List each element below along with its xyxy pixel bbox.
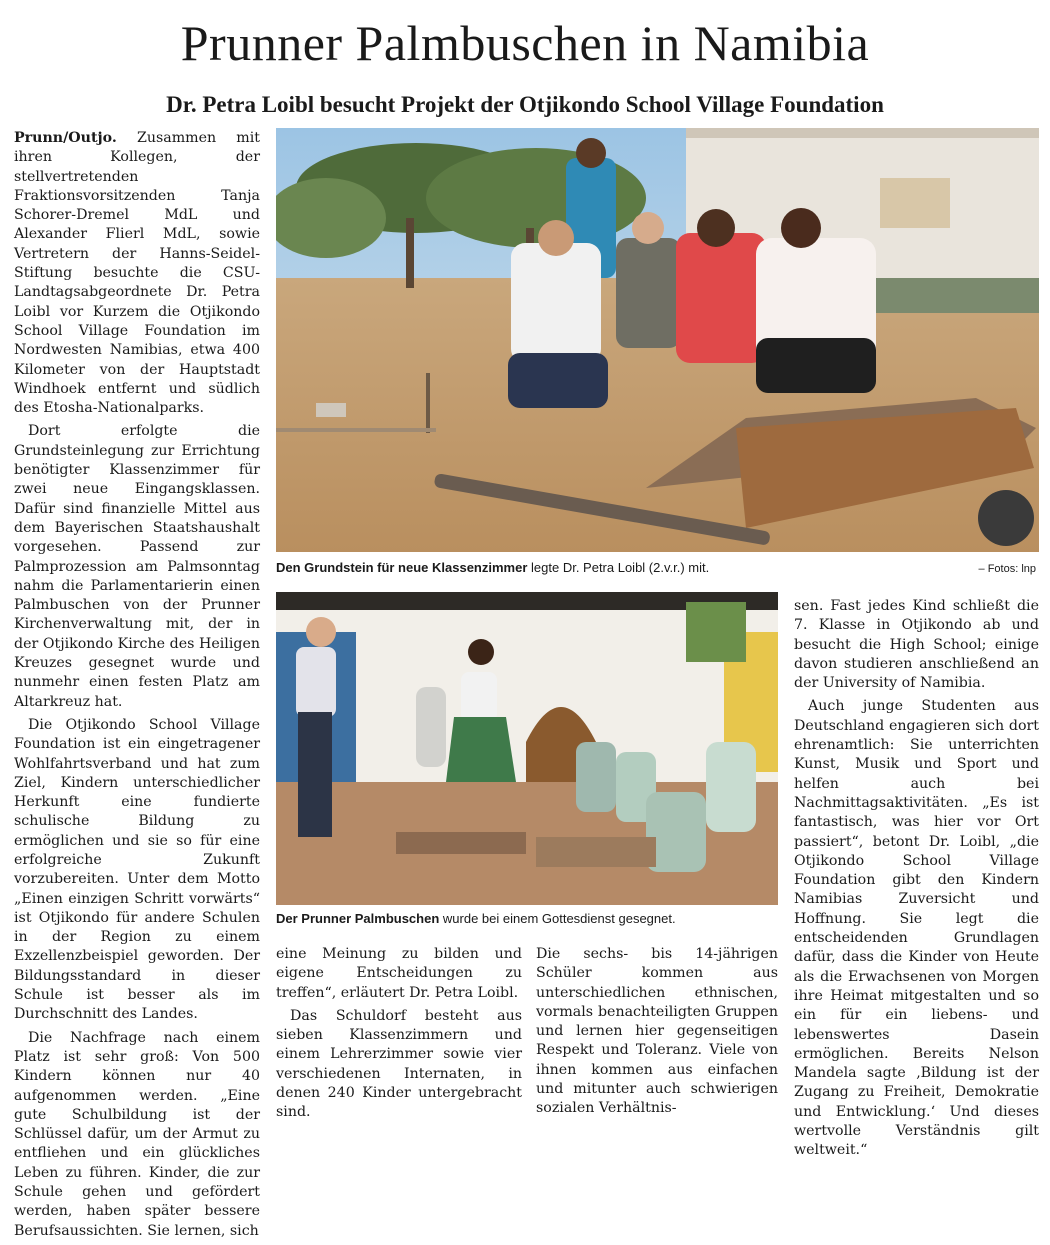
paragraph: Das Schuldorf besteht aus sieben Klassenzimmern und einem Lehrerzimmer sowie vier verschiedenen Internaten, in denen 240 Kinder untergebracht sind.	[276, 1007, 522, 1121]
paragraph	[14, 129, 260, 418]
paragraph: sen. Fast jedes Kind schließt die 7. Klasse in Otjikondo ab und besucht die High School; einige davon studieren anschließend an der University of Namibia.	[794, 598, 1039, 692]
paragraph-text: Zusammen mit ihren Kollegen, der stellvertretenden Fraktionsvorsitzenden Tanja Schorer-Dremel MdL und Alexander Flierl MdL, sowie Vertretern der Hanns-Seidel-Stiftung besuchte die CSU-Landtagsabgeordnete Dr. Petra Loibl vor Kurzem die Otjikondo School Village Foundation im Nordwesten Namibias, etwa 400 Kilometer von der Hauptstadt Windhoek entfernt und südlich des Etosha-Nationalparks.	[14, 130, 260, 417]
photo-credit: – Fotos: lnp	[978, 563, 1036, 575]
paragraph: Dort erfolgte die Grundsteinlegung zur Errichtung benötigter Klassenzimmer für zwei neue Eingangsklassen. Dafür sind finanzielle Mittel aus dem Bayerischen Staatshaushalt vorgesehen. Passend zur Palmprozession am Palmsonntag nahm die Parlamentarierin einen Palmbuschen von der Prunner Kirchenverwaltung mit, der in der Otjikondo Kirche des Heiligen Kreuzes gesegnet wurde und nunmehr einen festen Platz am Altarkreuz hat.	[14, 423, 260, 710]
article-column-3	[536, 945, 778, 1123]
photo-church-illustration	[276, 592, 778, 905]
paragraph: Die Otjikondo School Village Foundation ist ein eingetragener Wohlfahrtsverband und hat zum Ziel, Kindern unterschiedlicher Herkunft eine fundierte schulische Bildung zu ermöglichen und sie so für eine erfolgreiche Zukunft vorzubereiten. Unter dem Motto „Einen einzigen Schritt vorwärts“ ist Otjikondo für andere Schulen in der Region zu einem Exzellenzbeispiel geworden. Der Bildungsstandard in dieser Schule ist besser als im Durchschnitt des Landes.	[14, 716, 260, 1023]
article-column-2	[276, 945, 522, 1127]
headline: Prunner Palmbuschen in Namibia	[180, 15, 870, 71]
dateline: Prunn/Outjo.	[14, 130, 117, 146]
paragraph: Die Nachfrage nach einem Platz ist sehr groß: Von 500 Kindern können nur 40 aufgenommen werden. „Eine gute Schulbildung ist der Schlüssel dafür, um der Armut zu entfliehen und ein glückliches Leben zu führen. Kinder, die zur Schule gehen und gefördert werden, haben später bessere Berufsaussichten. Sie lernen, sich	[14, 1029, 260, 1239]
caption-text: legte Dr. Petra Loibl (2.v.r.) mit.	[527, 560, 710, 575]
caption-text: wurde bei einem Gottesdienst gesegnet.	[439, 911, 676, 926]
photo-groundbreaking	[276, 128, 1039, 552]
photo-church-blessing	[276, 592, 778, 905]
subheadline: Dr. Petra Loibl besucht Projekt der Otjikondo School Village Foundation	[166, 92, 884, 117]
caption-bold: Der Prunner Palmbuschen	[276, 911, 440, 926]
article-column-4	[794, 597, 1039, 1165]
photo-church-caption	[276, 911, 676, 927]
article-column-1	[14, 129, 260, 1245]
photo-groundbreaking-caption	[276, 560, 709, 576]
paragraph: Die sechs- bis 14-jährigen Schüler kommen aus unterschiedlichen ethnischen, vormals benachteiligten Gruppen und lernen hier gegenseitigen Respekt und Toleranz. Viele von ihnen kommen aus einfachen und mitunter auch schwierigen sozialen Verhältnis-	[536, 946, 778, 1117]
paragraph: Auch junge Studenten aus Deutschland engagieren sich dort ehrenamtlich: Sie unterrichten Kunst, Musik und Sport und helfen auch bei Nachmittagsaktivitäten. „Es ist fantastisch, was hier vor Ort passiert“, betont Dr. Loibl, „die Otjikondo School Village Foundation gibt den Kindern Namibias Zuversicht und Hoffnung. Sie legt die entscheidenden Grundlagen dafür, dass die Kinder von Heute als die Erwachsenen von Morgen ihre Heimat mitgestalten und so ein für ein liebens- und lebenswertes Dasein ermöglichen. Bereits Nelson Mandela sagte ‚Bildung ist der Zugang zu Freiheit, Demokratie und Entwicklung.‘ Und dieses wertvolle Verständnis gilt weltweit.“	[794, 698, 1039, 1159]
photo-groundbreaking-illustration	[276, 128, 1039, 552]
caption-bold: Den Grundstein für neue Klassenzimmer	[276, 560, 528, 575]
paragraph: eine Meinung zu bilden und eigene Entscheidungen zu treffen“, erläutert Dr. Petra Loibl.	[276, 946, 522, 1001]
